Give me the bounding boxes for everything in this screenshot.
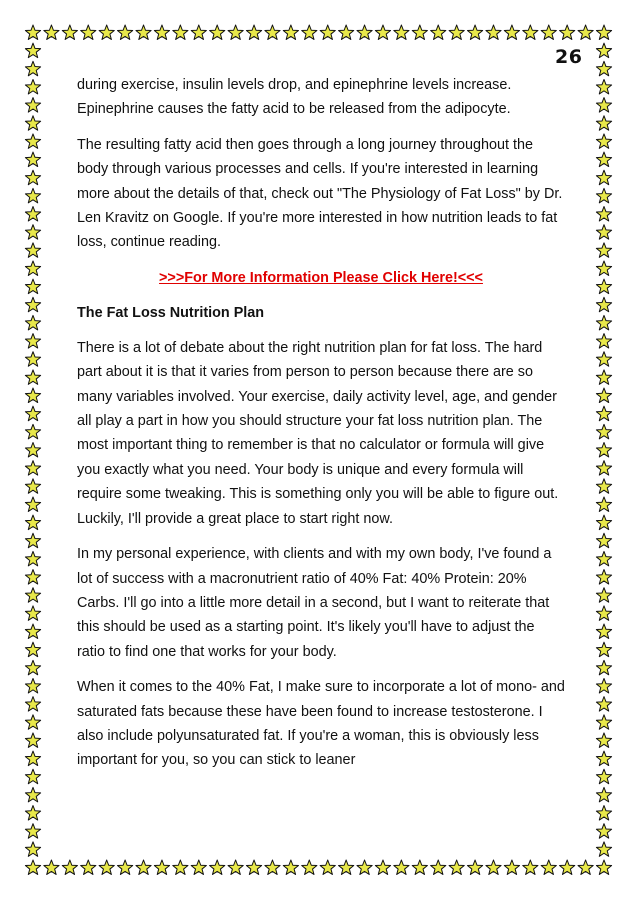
border-star-icon: [25, 769, 40, 783]
border-star-icon: [339, 860, 354, 874]
border-star-icon: [283, 860, 298, 874]
border-star-icon: [596, 134, 611, 148]
border-star-icon: [596, 497, 611, 511]
border-star-icon: [265, 860, 280, 874]
border-star-icon: [25, 642, 40, 656]
more-info-link[interactable]: >>>For More Information Please Click Here!<<<: [159, 269, 483, 286]
section-heading: The Fat Loss Nutrition Plan: [77, 304, 265, 321]
border-star-icon: [596, 751, 611, 765]
border-star-icon: [191, 860, 206, 874]
border-star-icon: [596, 388, 611, 402]
border-star-icon: [596, 606, 611, 620]
border-star-icon: [25, 606, 40, 620]
border-star-icon: [596, 461, 611, 475]
paragraph-debate: There is a lot of debate about the right nutrition plan for fat loss. The hard part about it is that it varies from person to person because there are so many variables involved. Your exercise, daily activity level, age, and gender all play a part in how you should structure your fat loss nutrition plan. The most important thing to remember is that no calculator or formula will give you exactly what you need. Your body is unique and every formula will require some tweaking. This is something only you will be able to figure out. Luckily, I'll provide a great place to start right now.: [77, 339, 559, 527]
border-star-icon: [449, 25, 464, 39]
border-star-icon: [596, 98, 611, 112]
border-star-icon: [44, 860, 59, 874]
border-star-icon: [25, 43, 40, 57]
border-star-icon: [596, 61, 611, 75]
border-star-icon: [25, 806, 40, 820]
border-star-icon: [25, 134, 40, 148]
more-info-link-line: [77, 266, 565, 290]
border-star-icon: [596, 715, 611, 729]
border-star-icon: [25, 243, 40, 257]
border-star-icon: [578, 25, 593, 39]
paragraph-fatty-acid: The resulting fatty acid then goes through a long journey throughout the body through various processes and cells. If you're interested in learning more about the details of that, check out "The Physiology of Fat Loss" by Dr. Len Kravitz on Google. If you're more interested in how nutrition leads to fat loss, continue reading.: [77, 136, 563, 251]
border-star-icon: [44, 25, 59, 39]
border-star-icon: [541, 860, 556, 874]
border-star-icon: [596, 787, 611, 801]
border-star-icon: [596, 43, 611, 57]
border-star-icon: [62, 860, 77, 874]
border-star-icon: [25, 116, 40, 130]
border-star-icon: [578, 860, 593, 874]
border-star-icon: [117, 860, 132, 874]
border-star-icon: [596, 842, 611, 856]
border-star-icon: [25, 678, 40, 692]
border-star-icon: [596, 551, 611, 565]
border-star-icon: [99, 860, 114, 874]
border-star-icon: [25, 79, 40, 93]
border-star-icon: [596, 624, 611, 638]
border-star-icon: [449, 860, 464, 874]
border-star-icon: [596, 860, 611, 874]
border-star-icon: [596, 806, 611, 820]
border-star-icon: [81, 25, 96, 39]
border-star-icon: [25, 188, 40, 202]
border-star-icon: [596, 406, 611, 420]
border-star-icon: [191, 25, 206, 39]
border-star-icon: [560, 860, 575, 874]
border-star-icon: [596, 261, 611, 275]
border-star-icon: [25, 370, 40, 384]
border-star-icon: [596, 424, 611, 438]
border-star-icon: [596, 642, 611, 656]
border-star-icon: [25, 170, 40, 184]
border-star-icon: [339, 25, 354, 39]
border-star-icon: [81, 860, 96, 874]
border-star-icon: [596, 515, 611, 529]
border-star-icon: [25, 751, 40, 765]
border-star-icon: [596, 443, 611, 457]
border-star-icon: [320, 25, 335, 39]
border-star-icon: [596, 297, 611, 311]
border-star-icon: [596, 370, 611, 384]
border-star-icon: [25, 443, 40, 457]
paragraph-experience: In my personal experience, with clients and with my own body, I've found a lot of success with a macronutrient ratio of 40% Fat: 40% Protein: 20% Carbs. I'll go into a little more detail in a second, but I want to reiterate that this should be used as a starting point. It's likely you'll have to adjust the ratio to find one that works for your body.: [77, 546, 552, 660]
border-star-icon: [25, 860, 40, 874]
border-star-icon: [25, 388, 40, 402]
border-star-icon: [25, 424, 40, 438]
border-star-icon: [596, 279, 611, 293]
border-star-icon: [25, 61, 40, 75]
border-star-icon: [504, 25, 519, 39]
border-star-icon: [25, 225, 40, 239]
border-star-icon: [596, 225, 611, 239]
border-star-icon: [596, 243, 611, 257]
border-star-icon: [394, 25, 409, 39]
border-star-icon: [246, 25, 261, 39]
border-star-icon: [596, 570, 611, 584]
paragraph-fat: When it comes to the 40% Fat, I make sure to incorporate a lot of mono- and saturated fats because these have been found to increase testosterone. I also include polyunsaturated fat. If you're a woman, this is obviously less important for you, so you can stick to leaner: [77, 679, 565, 769]
border-star-icon: [486, 25, 501, 39]
paragraph-intro: during exercise, insulin levels drop, and epinephrine levels increase. Epinephrine causes the fatty acid to be released from the adipocyte.: [77, 77, 512, 118]
border-star-icon: [596, 733, 611, 747]
border-star-icon: [136, 860, 151, 874]
border-star-icon: [560, 25, 575, 39]
border-star-icon: [228, 860, 243, 874]
border-star-icon: [375, 25, 390, 39]
page-number: 26: [555, 46, 583, 68]
border-star-icon: [596, 769, 611, 783]
border-star-icon: [596, 824, 611, 838]
border-star-icon: [596, 588, 611, 602]
border-star-icon: [394, 860, 409, 874]
border-star-icon: [302, 25, 317, 39]
border-star-icon: [25, 261, 40, 275]
border-star-icon: [467, 25, 482, 39]
border-star-icon: [25, 98, 40, 112]
border-star-icon: [25, 842, 40, 856]
border-star-icon: [541, 25, 556, 39]
border-star-icon: [596, 207, 611, 221]
border-star-icon: [25, 551, 40, 565]
border-star-icon: [596, 315, 611, 329]
border-star-icon: [25, 733, 40, 747]
border-star-icon: [25, 624, 40, 638]
border-star-icon: [596, 116, 611, 130]
border-star-icon: [596, 479, 611, 493]
border-star-icon: [25, 588, 40, 602]
border-star-icon: [357, 25, 372, 39]
border-star-icon: [25, 352, 40, 366]
border-star-icon: [246, 860, 261, 874]
border-star-icon: [25, 715, 40, 729]
border-star-icon: [117, 25, 132, 39]
border-star-icon: [467, 860, 482, 874]
border-star-icon: [357, 860, 372, 874]
border-star-icon: [62, 25, 77, 39]
border-star-icon: [25, 515, 40, 529]
border-star-icon: [283, 25, 298, 39]
border-star-icon: [210, 860, 225, 874]
border-star-icon: [25, 533, 40, 547]
border-star-icon: [25, 279, 40, 293]
border-star-icon: [154, 25, 169, 39]
border-star-icon: [302, 860, 317, 874]
border-star-icon: [596, 170, 611, 184]
border-star-icon: [523, 25, 538, 39]
border-star-icon: [504, 860, 519, 874]
document-body: [77, 73, 565, 784]
border-star-icon: [412, 25, 427, 39]
border-star-icon: [596, 79, 611, 93]
border-star-icon: [25, 824, 40, 838]
border-star-icon: [375, 860, 390, 874]
border-star-icon: [431, 860, 446, 874]
border-star-icon: [25, 406, 40, 420]
border-star-icon: [265, 25, 280, 39]
border-star-icon: [596, 188, 611, 202]
border-star-icon: [25, 787, 40, 801]
border-star-icon: [25, 297, 40, 311]
border-star-icon: [25, 207, 40, 221]
border-star-icon: [25, 461, 40, 475]
border-star-icon: [25, 660, 40, 674]
border-star-icon: [136, 25, 151, 39]
border-star-icon: [596, 25, 611, 39]
border-star-icon: [523, 860, 538, 874]
border-star-icon: [596, 533, 611, 547]
border-star-icon: [25, 334, 40, 348]
border-star-icon: [25, 570, 40, 584]
border-star-icon: [412, 860, 427, 874]
border-star-icon: [99, 25, 114, 39]
border-star-icon: [486, 860, 501, 874]
border-star-icon: [25, 25, 40, 39]
border-star-icon: [25, 315, 40, 329]
border-star-icon: [25, 152, 40, 166]
border-star-icon: [25, 697, 40, 711]
border-star-icon: [320, 860, 335, 874]
border-star-icon: [596, 660, 611, 674]
border-star-icon: [25, 479, 40, 493]
border-star-icon: [596, 678, 611, 692]
border-star-icon: [431, 25, 446, 39]
border-star-icon: [173, 860, 188, 874]
border-star-icon: [173, 25, 188, 39]
border-star-icon: [25, 497, 40, 511]
border-star-icon: [154, 860, 169, 874]
border-star-icon: [596, 334, 611, 348]
border-star-icon: [210, 25, 225, 39]
border-star-icon: [596, 352, 611, 366]
border-star-icon: [596, 152, 611, 166]
border-star-icon: [228, 25, 243, 39]
border-star-icon: [596, 697, 611, 711]
